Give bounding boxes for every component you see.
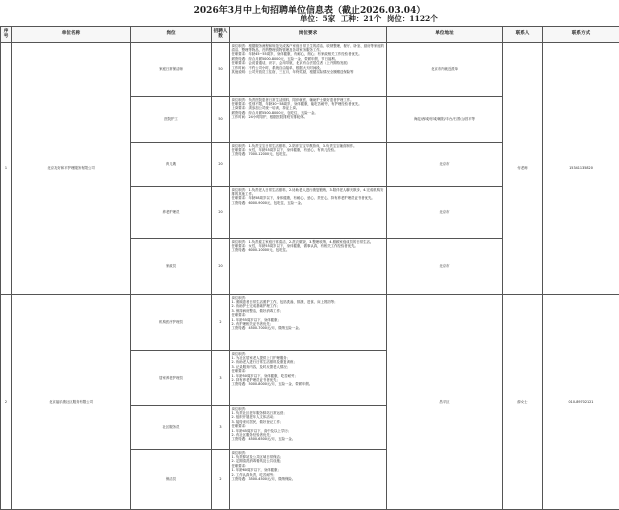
- requirement-line: 任职要求：性别不限，年龄30~58周岁，身体健康，能吃苦耐劳，有护理经验者优先。: [232, 102, 385, 106]
- hire-count: 20: [212, 239, 230, 295]
- job-address: 北京市: [387, 187, 503, 239]
- stat-types: 工种：21个: [341, 14, 381, 23]
- requirement-line: 2. 协助老人进行日常生活照料及康复训练；: [232, 360, 385, 364]
- requirement-line: 岗位职责：1.负责老人日常生活照料，2.协助老人进行康复锻炼，3.陪伴老人聊天散步，4.完成机构安排的其他工作。: [232, 188, 385, 197]
- requirement-line: 任职要求：: [232, 369, 385, 373]
- requirement-line: 工资待遇：6000-9000元，包吃住，五险一金。: [232, 201, 385, 205]
- requirement-line: 薪资待遇：综合月薪5000-8000元，五险一金，带薪年假，节日福利。: [232, 57, 385, 61]
- requirement-line: 2. 有社区服务经验者优先；: [232, 433, 385, 437]
- company-name: 北京福乐康社区服务有限公司: [12, 295, 131, 510]
- contact-phone: 010-89702121: [543, 295, 619, 510]
- header-cell: 联系方式: [543, 27, 619, 43]
- summary-stats: [300, 13, 438, 24]
- job-title: 居家养老护理员: [131, 351, 212, 406]
- job-address: 北京市: [387, 239, 503, 295]
- header-cell: 序号: [1, 27, 12, 43]
- requirement-line: 1. 照顾患者日常生活照护工作，包括洗澡、排泄、进食、床上擦浴等；: [232, 300, 385, 304]
- requirement-line: 岗位职责：: [232, 407, 385, 411]
- job-title: 机构医疗护理员: [131, 295, 212, 351]
- requirement-line: 任职要求：会说普通话，识字，会用导航，北京有合法居住者（上升期待发展）: [232, 61, 385, 65]
- requirement-line: 任职要求：: [232, 313, 385, 317]
- job-address: 北京市内就近派单: [387, 43, 503, 97]
- requirement-line: 1. 年龄50周岁以下，身体健康，吃苦耐劳；: [232, 374, 385, 378]
- requirement-line: 工资待遇：5000-8000元/月，五险一金，带薪年假。: [232, 382, 385, 386]
- job-requirements: [230, 450, 387, 510]
- requirement-line: 岗位职责：: [232, 352, 385, 356]
- job-title: 育儿嫂: [131, 143, 212, 187]
- requirement-line: 1. 为社区居家老人提供上门护理服务；: [232, 356, 385, 360]
- requirement-line: 工资待遇：6000-10000元，包吃住。: [232, 248, 385, 252]
- requirement-line: 上岗要求：须参加公司统一培训，持证上岗。: [232, 106, 385, 110]
- contact-phone: 15341135820: [543, 43, 619, 295]
- header-cell: 招聘人数: [212, 27, 230, 43]
- requirement-line: 2. 有护理相关证书者优先；: [232, 322, 385, 326]
- requirement-line: 3. 保持病房整洁，做好消毒工作；: [232, 309, 385, 313]
- job-requirements: [230, 143, 387, 187]
- requirement-line: 岗位职责：: [232, 296, 385, 300]
- requirement-line: 工资待遇：7000-12000元，包吃住。: [232, 152, 385, 156]
- requirement-line: 2. 组织开展老年人文体活动；: [232, 415, 385, 419]
- job-requirements: [230, 351, 387, 406]
- requirement-line: 其他说明：公司开放员工住宿，三五月，年终奖励，根据实际情况全额赠送保险等: [232, 70, 385, 74]
- hire-count: 3: [212, 351, 230, 406]
- requirement-line: 1. 年龄45周岁以下，高中及以上学历；: [232, 429, 385, 433]
- job-requirements: [230, 43, 387, 97]
- stat-posts: 岗位：1122个: [387, 14, 438, 23]
- requirement-line: 2. 持有养老护理员证书者优先；: [232, 378, 385, 382]
- job-title: 社区服务员: [131, 406, 212, 450]
- requirement-line: 3. 记录服务内容，及时反馈老人情况；: [232, 365, 385, 369]
- requirement-line: 2. 协助护士完成基础护理工作；: [232, 304, 385, 308]
- contact-person: 付老师: [503, 43, 543, 295]
- requirement-line: 任职要求：: [232, 464, 385, 468]
- job-title: 保洁员: [131, 450, 212, 510]
- requirement-line: 1. 年龄60周岁以下，身体健康；: [232, 468, 385, 472]
- table-row: [1, 295, 619, 351]
- job-requirements: [230, 239, 387, 295]
- requirement-line: 2. 工作认真负责，吃苦耐劳；: [232, 473, 385, 477]
- job-address: 北京市: [387, 143, 503, 187]
- job-title: 家政员: [131, 239, 212, 295]
- job-address: 海淀/西城/东城/朝阳/丰台/石景山/昌平等: [387, 97, 503, 143]
- requirement-line: 岗位职责：1.负责雇主家庭日常清洁，2.洗衣做饭，3.整理收纳，4.照顾家庭成员的日常生活。: [232, 240, 385, 244]
- hire-count: 50: [212, 43, 230, 97]
- job-requirements: [230, 295, 387, 351]
- company-name: 北京友好和平护理服务有限公司: [12, 43, 131, 295]
- requirement-line: 1. 负责社区老年服务驿站日常运营；: [232, 411, 385, 415]
- requirement-line: 2. 定期清洗消毒餐具及公共设施；: [232, 459, 385, 463]
- job-address: 昌平区: [387, 295, 503, 510]
- job-requirements: [230, 97, 387, 143]
- requirement-line: 工作时间：不约公司小时，系统自由接单，根据大天时间段。: [232, 66, 385, 70]
- requirement-line: 工资待遇：4500-6500元/月，五险一金。: [232, 437, 385, 441]
- hire-count: 20: [212, 187, 230, 239]
- header-cell: 岗位要求: [230, 27, 387, 43]
- hire-count: 3: [212, 406, 230, 450]
- job-title: 养老护理员: [131, 187, 212, 239]
- header-cell: 单位地址: [387, 27, 503, 43]
- row-index: 2: [1, 295, 12, 510]
- requirement-line: 岗位职责：负责医院患者日常生活照料，陪伴就医，辅助护士做好患者护理工作。: [232, 98, 385, 102]
- row-index: 1: [1, 43, 12, 295]
- requirement-line: 工作时间：24小时陪护，根据医院排班安排轮休。: [232, 115, 385, 119]
- contact-person: 薛女士: [503, 295, 543, 510]
- hire-count: 50: [212, 97, 230, 143]
- requirement-line: 岗位职责：1.负责宝宝日常生活照料，2.陪伴宝宝早教游戏，3.负责宝宝辅食制作。: [232, 144, 385, 148]
- requirement-line: 工资待遇：3500-4500元/月，缴纳保险。: [232, 477, 385, 481]
- requirement-line: 任职要求：女性，年龄55周岁以下，身体健康，做事认真，有相关工作经验者优先。: [232, 244, 385, 248]
- hire-count: 20: [212, 143, 230, 187]
- requirement-line: 任职要求：: [232, 424, 385, 428]
- stat-units: 单位：5家: [300, 14, 335, 23]
- requirement-line: 3. 接待来访居民，做好登记工作；: [232, 420, 385, 424]
- recruitment-table: [0, 26, 619, 510]
- job-requirements: [230, 406, 387, 450]
- requirement-line: 1. 负责驿站及公共区域日常保洁；: [232, 455, 385, 459]
- requirement-line: 任职要求：年龄45~55周岁，身体健康，有耐心，细心；有家政相关工作经验者优先。: [232, 52, 385, 56]
- header-cell: 单位名称: [12, 27, 131, 43]
- requirement-line: 岗位职责：根据服务流程和规范完成客户家庭日常卫生的清洁、收纳整理，餐厅、卧室、厨房等家庭的清洁、整理等物品，归纳整理食物管理及各项家务服务工作。: [232, 44, 385, 53]
- header-cell: 联系人: [503, 27, 543, 43]
- job-title: 医院护工: [131, 97, 212, 143]
- job-requirements: [230, 187, 387, 239]
- job-title: 家庭日常保洁师: [131, 43, 212, 97]
- requirement-line: 薪资待遇：综合月薪5500-8000元，包吃住，五险一金。: [232, 111, 385, 115]
- table-header-row: [1, 27, 619, 43]
- requirement-line: 任职要求：女性，年龄55周岁以下，身体健康，有爱心，有育儿经验。: [232, 148, 385, 152]
- header-cell: 岗位: [131, 27, 212, 43]
- hire-count: 2: [212, 450, 230, 510]
- requirement-line: 工资待遇：4500-7000元/月，缴纳五险一金。: [232, 326, 385, 330]
- requirement-line: 岗位职责：: [232, 451, 385, 455]
- table-row: [1, 43, 619, 97]
- hire-count: 2: [212, 295, 230, 351]
- page-title: 2026年3月中上旬招聘单位信息表（截止2026.03.04）: [0, 3, 619, 16]
- requirement-line: 1. 年龄55周岁以下，身体健康；: [232, 318, 385, 322]
- requirement-line: 任职要求：年龄58周岁以下，身体健康，有耐心、爱心、责任心，持有养老护理员证书者优先。: [232, 196, 385, 200]
